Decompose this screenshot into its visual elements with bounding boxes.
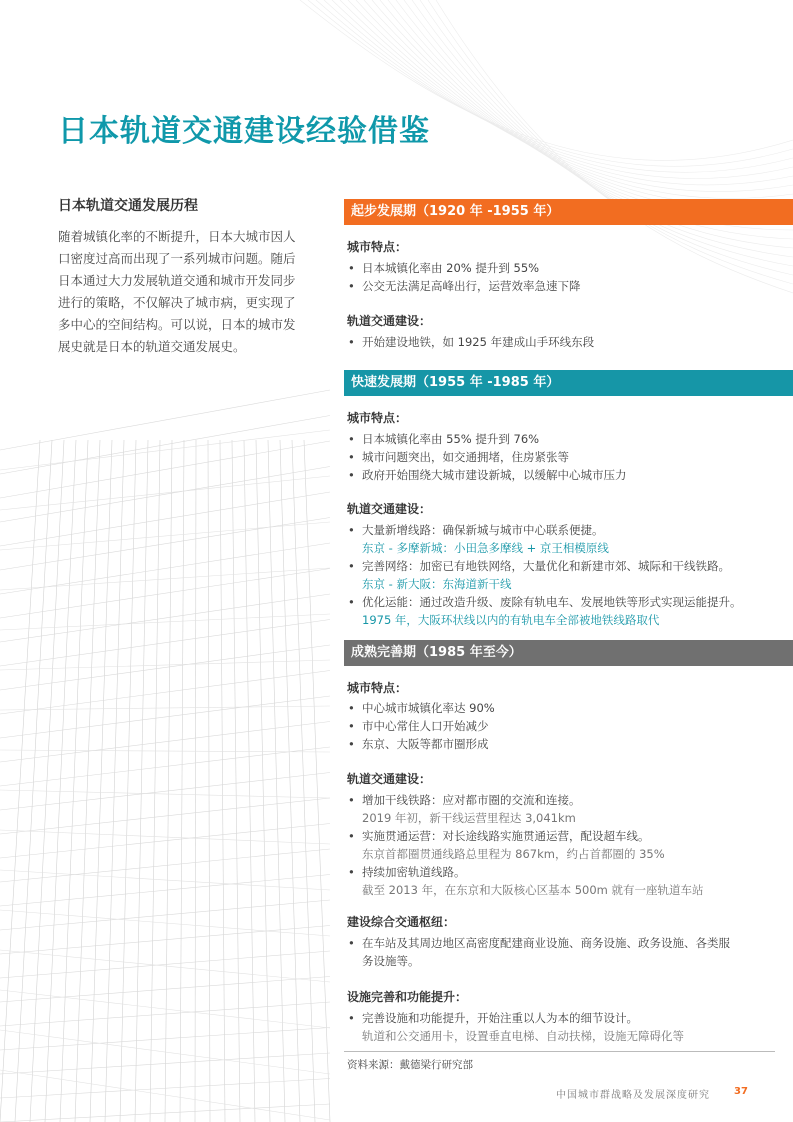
wireframe-curve bbox=[380, 0, 793, 230]
period3-rail-list bbox=[347, 791, 787, 899]
period3-hub-list bbox=[347, 934, 787, 970]
wireframe-line bbox=[0, 875, 330, 907]
paragraph-line: 口密度过高而出现了一系列城市问题。随后 bbox=[58, 251, 296, 266]
item-line: 务设施等。 bbox=[362, 954, 420, 968]
wireframe-line bbox=[0, 569, 330, 619]
wireframe-curve bbox=[412, 0, 793, 266]
period3-func-list bbox=[347, 1009, 787, 1045]
list-item bbox=[347, 1009, 787, 1045]
wireframe-line bbox=[195, 440, 196, 1122]
period3-city-list bbox=[347, 699, 787, 753]
page-number: 37 bbox=[734, 1086, 748, 1097]
period2-city-list bbox=[347, 430, 787, 484]
footer-title: 中国城市群战略及发展深度研究 bbox=[556, 1090, 710, 1101]
wireframe-line bbox=[45, 440, 76, 1122]
wireframe-line bbox=[0, 910, 330, 936]
wireframe-line bbox=[280, 440, 300, 1122]
wireframe-line bbox=[0, 614, 330, 630]
item-text: 持续加密轨道线路。 bbox=[362, 865, 466, 879]
list-item: • 日本城镇化率由 20% 提升到 55% bbox=[347, 259, 787, 277]
wireframe-line bbox=[30, 440, 64, 1122]
wireframe-line bbox=[180, 440, 184, 1122]
wireframe-curve bbox=[436, 0, 793, 293]
wireframe-curve bbox=[332, 0, 793, 185]
item-text: 实施贯通运营：对长途线路实施贯通运营，配设超车线。 bbox=[362, 829, 650, 843]
list-item bbox=[347, 791, 787, 827]
item-text: 大量新增线路：确保新城与城市中心联系便捷。 bbox=[362, 523, 604, 537]
list-item bbox=[347, 521, 787, 557]
list-item bbox=[347, 863, 787, 899]
period3-hub-label: 建设综合交通枢纽： bbox=[347, 915, 456, 929]
paragraph-line: 随着城镇化率的不断提升，日本大城市因人 bbox=[58, 229, 296, 244]
wireframe-line bbox=[0, 522, 330, 550]
wireframe-line bbox=[165, 440, 172, 1122]
wireframe-line bbox=[0, 977, 330, 1003]
wireframe-line bbox=[150, 440, 160, 1122]
list-item bbox=[347, 934, 787, 970]
list-item: • 开始建设地铁，如 1925 年建成山手环线东段 bbox=[347, 333, 787, 351]
wireframe-line bbox=[105, 440, 124, 1122]
list-item bbox=[347, 557, 787, 593]
wireframe-line bbox=[0, 441, 330, 498]
wireframe-line bbox=[0, 671, 330, 715]
item-example: 东京首都圈贯通线路总里程为 867km，约占首都圈的 35% bbox=[362, 847, 665, 861]
list-item bbox=[347, 593, 787, 629]
wireframe-line bbox=[0, 543, 330, 594]
period3-rail-label: 轨道交通建设： bbox=[347, 772, 432, 786]
item-text: 增加干线铁路：应对都市圈的交流和连接。 bbox=[362, 793, 581, 807]
wireframe-line bbox=[292, 440, 315, 1122]
wireframe-line bbox=[220, 440, 225, 1122]
wireframe-line bbox=[0, 1028, 330, 1051]
item-example: 截至 2013 年，在东京和大阪核心区基本 500m 就有一座轨道车站 bbox=[362, 883, 704, 897]
period1-rail-list bbox=[347, 333, 787, 351]
wireframe-line bbox=[0, 660, 330, 670]
wireframe-line bbox=[0, 696, 330, 738]
wireframe-curve bbox=[428, 0, 793, 284]
wireframe-line bbox=[0, 830, 330, 844]
wireframe-line bbox=[0, 1053, 330, 1074]
period1-city-label: 城市特点： bbox=[347, 240, 408, 254]
list-item bbox=[347, 827, 787, 863]
wireframe-line bbox=[0, 620, 330, 667]
wireframe-curve bbox=[372, 0, 793, 221]
source-divider bbox=[344, 1051, 775, 1052]
wireframe-line bbox=[15, 440, 52, 1122]
item-example: 轨道和公交通用卡，设置垂直电梯、自动扶梯，设施无障碍化等 bbox=[362, 1029, 684, 1043]
list-item: • 市中心常住人口开始减少 bbox=[347, 717, 787, 735]
left-body-paragraph bbox=[58, 226, 298, 358]
period1-city-list bbox=[347, 259, 787, 295]
list-item: • 政府开始围绕大城市建设新城，以缓解中心城市压力 bbox=[347, 466, 787, 484]
item-line: • 在车站及其周边地区高密度配建商业设施、商务设施、政务设施、各类服 bbox=[362, 936, 730, 950]
wireframe-line bbox=[0, 870, 330, 890]
wireframe-line bbox=[0, 1030, 330, 1074]
item-example: 东京 - 新大阪：东海道新干线 bbox=[362, 577, 512, 591]
paragraph-line: 日本通过大力发展轨道交通和城市开发同步 bbox=[58, 273, 296, 288]
list-item: • 日本城镇化率由 55% 提升到 76% bbox=[347, 430, 787, 448]
wireframe-line bbox=[0, 706, 330, 710]
page-title: 日本轨道交通建设经验借鉴 bbox=[58, 114, 430, 149]
period2-city-label: 城市特点： bbox=[347, 411, 408, 425]
source-note: 资料来源：戴德梁行研究部 bbox=[347, 1059, 473, 1071]
wireframe-line bbox=[0, 849, 330, 882]
wireframe-line bbox=[268, 440, 285, 1122]
wireframe-line bbox=[0, 645, 330, 690]
item-example: 东京 - 多摩新城：小田急多摩线 + 京王相模原线 bbox=[362, 541, 609, 555]
left-heading: 日本轨道交通发展历程 bbox=[58, 198, 198, 214]
wireframe-line bbox=[304, 440, 330, 1122]
wireframe-line bbox=[0, 568, 330, 590]
wireframe-line bbox=[0, 467, 330, 523]
item-example: 2019 年初，新干线运营里程达 3,041km bbox=[362, 811, 576, 825]
paragraph-line: 进行的策略，不仅解决了城市病，更实现了 bbox=[58, 295, 296, 310]
period3-func-label: 设施完善和功能提升： bbox=[347, 990, 468, 1004]
wireframe-line bbox=[135, 440, 148, 1122]
list-item: • 东京、大阪等都市圈形成 bbox=[347, 735, 787, 753]
wireframe-line bbox=[208, 440, 210, 1122]
paragraph-line: 多中心的空间结构。可以说，日本的城市发 bbox=[58, 317, 296, 332]
list-item: • 城市问题突出，如交通拥堵，住房紧张等 bbox=[347, 448, 787, 466]
item-text: 优化运能：通过改造升级、废除有轨电车、发展地铁等形式实现运能提升。 bbox=[362, 595, 742, 609]
period1-header: 起步发展期（1920 年 -1955 年） bbox=[344, 199, 793, 225]
list-item: • 中心城市城镇化率达 90% bbox=[347, 699, 787, 717]
period3-city-label: 城市特点： bbox=[347, 681, 408, 695]
period1-rail-label: 轨道交通建设： bbox=[347, 314, 432, 328]
wireframe-line bbox=[0, 594, 330, 642]
period2-rail-list bbox=[347, 521, 787, 629]
wireframe-line bbox=[0, 492, 330, 546]
wireframe-line bbox=[232, 440, 240, 1122]
wireframe-line bbox=[0, 747, 330, 786]
list-item: • 公交无法满足高峰出行，运营效率急速下降 bbox=[347, 277, 787, 295]
item-text: 完善网络：加密已有地铁网络，大量优化和新建市郊、城际和干线铁路。 bbox=[362, 559, 730, 573]
wireframe-line bbox=[0, 390, 330, 450]
wireframe-line bbox=[120, 440, 136, 1122]
item-text: 完善设施和功能提升，开始注重以人为本的细节设计。 bbox=[362, 1011, 638, 1025]
wireframe-line bbox=[0, 900, 330, 930]
wireframe-line bbox=[0, 440, 40, 1122]
period2-rail-label: 轨道交通建设： bbox=[347, 502, 432, 516]
paragraph-line: 展史就是日本的轨道交通发展史。 bbox=[58, 339, 246, 354]
wireframe-line bbox=[0, 750, 330, 752]
wireframe-line bbox=[0, 518, 330, 571]
period3-header: 成熟完善期（1985 年至今） bbox=[344, 640, 793, 666]
item-example: 1975 年，大阪环状线以内的有轨电车全部被地铁线路取代 bbox=[362, 613, 660, 627]
period2-header: 快速发展期（1955 年 -1985 年） bbox=[344, 370, 793, 396]
